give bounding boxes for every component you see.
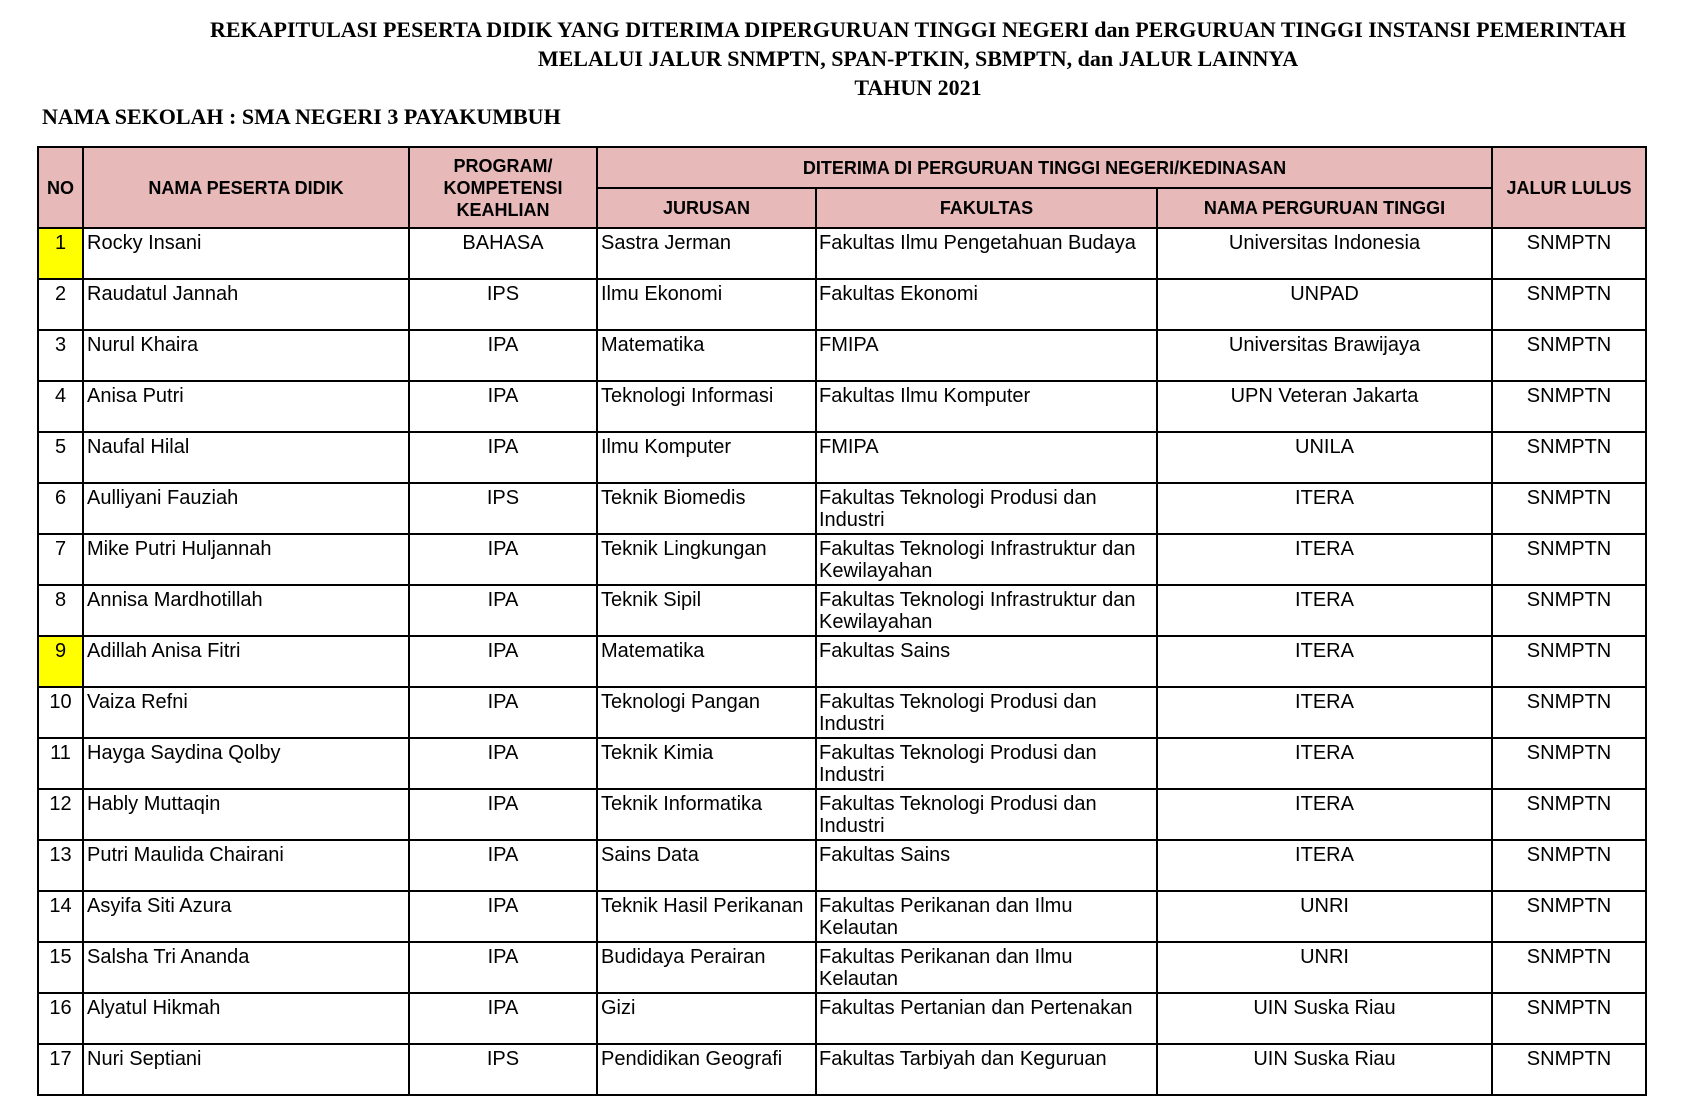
row-number-cell: 16: [38, 993, 83, 1044]
fakultas-cell: Fakultas Sains: [816, 636, 1157, 687]
jalur-lulus-cell: SNMPTN: [1492, 891, 1646, 942]
table-row: [38, 789, 1646, 840]
student-name-cell: Raudatul Jannah: [83, 279, 409, 330]
row-number-cell: 7: [38, 534, 83, 585]
fakultas-cell: Fakultas Tarbiyah dan Keguruan: [816, 1044, 1157, 1095]
fakultas-cell: Fakultas Perikanan dan Ilmu Kelautan: [816, 942, 1157, 993]
jurusan-cell: Gizi: [597, 993, 816, 1044]
table-row: [38, 381, 1646, 432]
student-name-cell: Salsha Tri Ananda: [83, 942, 409, 993]
header-program-line-1: PROGRAM/: [453, 155, 553, 176]
perguruan-tinggi-cell: ITERA: [1157, 483, 1492, 534]
jalur-lulus-cell: SNMPTN: [1492, 432, 1646, 483]
table-row: [38, 993, 1646, 1044]
jurusan-cell: Teknik Sipil: [597, 585, 816, 636]
student-name-cell: Putri Maulida Chairani: [83, 840, 409, 891]
jurusan-cell: Sastra Jerman: [597, 228, 816, 279]
jurusan-cell: Teknik Lingkungan: [597, 534, 816, 585]
perguruan-tinggi-cell: ITERA: [1157, 585, 1492, 636]
student-name-cell: Naufal Hilal: [83, 432, 409, 483]
row-number-cell: 15: [38, 942, 83, 993]
row-number-cell: 14: [38, 891, 83, 942]
jurusan-cell: Teknik Hasil Perikanan: [597, 891, 816, 942]
program-keahlian-cell: IPA: [409, 687, 597, 738]
fakultas-cell: Fakultas Teknologi Produsi dan Industri: [816, 483, 1157, 534]
table-row: [38, 483, 1646, 534]
row-number-cell: 6: [38, 483, 83, 534]
jurusan-cell: Teknik Biomedis: [597, 483, 816, 534]
header-nama-pt: NAMA PERGURUAN TINGGI: [1157, 188, 1492, 228]
jalur-lulus-cell: SNMPTN: [1492, 381, 1646, 432]
row-number-cell: 17: [38, 1044, 83, 1095]
perguruan-tinggi-cell: UNILA: [1157, 432, 1492, 483]
row-number-cell: 4: [38, 381, 83, 432]
header-no: NO: [38, 147, 83, 228]
fakultas-cell: Fakultas Sains: [816, 840, 1157, 891]
header-program-line-2: KOMPETENSI: [443, 177, 563, 198]
jalur-lulus-cell: SNMPTN: [1492, 789, 1646, 840]
program-keahlian-cell: IPA: [409, 432, 597, 483]
program-keahlian-cell: IPA: [409, 585, 597, 636]
fakultas-cell: Fakultas Perikanan dan Ilmu Kelautan: [816, 891, 1157, 942]
program-keahlian-cell: IPA: [409, 942, 597, 993]
perguruan-tinggi-cell: UIN Suska Riau: [1157, 993, 1492, 1044]
document-title-line-2: MELALUI JALUR SNMPTN, SPAN-PTKIN, SBMPTN, dan JALUR LAINNYA: [537, 46, 1299, 71]
jalur-lulus-cell: SNMPTN: [1492, 483, 1646, 534]
table-row: [38, 636, 1646, 687]
fakultas-cell: Fakultas Teknologi Infrastruktur dan Kewilayahan: [816, 534, 1157, 585]
student-name-cell: Annisa Mardhotillah: [83, 585, 409, 636]
perguruan-tinggi-cell: ITERA: [1157, 840, 1492, 891]
program-keahlian-cell: IPA: [409, 993, 597, 1044]
student-name-cell: Rocky Insani: [83, 228, 409, 279]
table-row: [38, 330, 1646, 381]
program-keahlian-cell: IPA: [409, 534, 597, 585]
jalur-lulus-cell: SNMPTN: [1492, 840, 1646, 891]
jalur-lulus-cell: SNMPTN: [1492, 228, 1646, 279]
student-name-cell: Alyatul Hikmah: [83, 993, 409, 1044]
program-keahlian-cell: IPA: [409, 381, 597, 432]
school-name-label: NAMA SEKOLAH : SMA NEGERI 3 PAYAKUMBUH: [42, 104, 561, 129]
student-name-cell: Nurul Khaira: [83, 330, 409, 381]
row-number-cell: 12: [38, 789, 83, 840]
header-jalur-lulus: JALUR LULUS: [1492, 147, 1646, 228]
jalur-lulus-cell: SNMPTN: [1492, 279, 1646, 330]
program-keahlian-cell: BAHASA: [409, 228, 597, 279]
perguruan-tinggi-cell: ITERA: [1157, 534, 1492, 585]
student-name-cell: Aulliyani Fauziah: [83, 483, 409, 534]
perguruan-tinggi-cell: UNRI: [1157, 942, 1492, 993]
table-row: [38, 279, 1646, 330]
program-keahlian-cell: IPA: [409, 789, 597, 840]
table-row: [38, 840, 1646, 891]
header-jurusan: JURUSAN: [597, 188, 816, 228]
jurusan-cell: Teknik Informatika: [597, 789, 816, 840]
table-row: [38, 534, 1646, 585]
header-nama-peserta: NAMA PESERTA DIDIK: [83, 147, 409, 228]
program-keahlian-cell: IPA: [409, 840, 597, 891]
header-fakultas: FAKULTAS: [816, 188, 1157, 228]
fakultas-cell: Fakultas Ilmu Pengetahuan Budaya: [816, 228, 1157, 279]
table-row: [38, 432, 1646, 483]
jurusan-cell: Ilmu Komputer: [597, 432, 816, 483]
jurusan-cell: Sains Data: [597, 840, 816, 891]
student-name-cell: Asyifa Siti Azura: [83, 891, 409, 942]
perguruan-tinggi-cell: UNRI: [1157, 891, 1492, 942]
fakultas-cell: FMIPA: [816, 432, 1157, 483]
row-number-cell: 9: [38, 636, 83, 687]
fakultas-cell: Fakultas Ekonomi: [816, 279, 1157, 330]
student-name-cell: Nuri Septiani: [83, 1044, 409, 1095]
fakultas-cell: Fakultas Teknologi Produsi dan Industri: [816, 789, 1157, 840]
jalur-lulus-cell: SNMPTN: [1492, 636, 1646, 687]
table-row: [38, 228, 1646, 279]
jurusan-cell: Teknik Kimia: [597, 738, 816, 789]
fakultas-cell: Fakultas Pertanian dan Pertenakan: [816, 993, 1157, 1044]
document-title-line-1: REKAPITULASI PESERTA DIDIK YANG DITERIMA DIPERGURUAN TINGGI NEGERI dan PERGURUAN TINGGI INSTANSI PEMERINTAH: [209, 17, 1627, 42]
fakultas-cell: Fakultas Teknologi Produsi dan Industri: [816, 687, 1157, 738]
row-number-cell: 11: [38, 738, 83, 789]
jalur-lulus-cell: SNMPTN: [1492, 993, 1646, 1044]
program-keahlian-cell: IPS: [409, 483, 597, 534]
table-row: [38, 891, 1646, 942]
header-program-line-3: KEAHLIAN: [456, 199, 550, 220]
jalur-lulus-cell: SNMPTN: [1492, 1044, 1646, 1095]
table-row: [38, 585, 1646, 636]
perguruan-tinggi-cell: Universitas Indonesia: [1157, 228, 1492, 279]
header-program: [409, 147, 597, 228]
program-keahlian-cell: IPA: [409, 636, 597, 687]
row-number-cell: 10: [38, 687, 83, 738]
table-row: [38, 738, 1646, 789]
perguruan-tinggi-cell: ITERA: [1157, 738, 1492, 789]
row-number-cell: 8: [38, 585, 83, 636]
student-name-cell: Anisa Putri: [83, 381, 409, 432]
row-number-cell: 1: [38, 228, 83, 279]
student-name-cell: Mike Putri Huljannah: [83, 534, 409, 585]
program-keahlian-cell: IPA: [409, 330, 597, 381]
perguruan-tinggi-cell: UNPAD: [1157, 279, 1492, 330]
student-name-cell: Hayga Saydina Qolby: [83, 738, 409, 789]
jalur-lulus-cell: SNMPTN: [1492, 687, 1646, 738]
table-body: [38, 228, 1646, 1095]
jurusan-cell: Pendidikan Geografi: [597, 1044, 816, 1095]
jurusan-cell: Budidaya Perairan: [597, 942, 816, 993]
student-name-cell: Adillah Anisa Fitri: [83, 636, 409, 687]
perguruan-tinggi-cell: ITERA: [1157, 789, 1492, 840]
jurusan-cell: Matematika: [597, 330, 816, 381]
table-row: [38, 1044, 1646, 1095]
row-number-cell: 2: [38, 279, 83, 330]
jalur-lulus-cell: SNMPTN: [1492, 534, 1646, 585]
perguruan-tinggi-cell: UPN Veteran Jakarta: [1157, 381, 1492, 432]
fakultas-cell: Fakultas Ilmu Komputer: [816, 381, 1157, 432]
row-number-cell: 13: [38, 840, 83, 891]
jalur-lulus-cell: SNMPTN: [1492, 942, 1646, 993]
table-row: [38, 942, 1646, 993]
program-keahlian-cell: IPS: [409, 1044, 597, 1095]
row-number-cell: 5: [38, 432, 83, 483]
program-keahlian-cell: IPA: [409, 891, 597, 942]
jurusan-cell: Teknologi Pangan: [597, 687, 816, 738]
student-name-cell: Vaiza Refni: [83, 687, 409, 738]
perguruan-tinggi-cell: ITERA: [1157, 687, 1492, 738]
perguruan-tinggi-cell: ITERA: [1157, 636, 1492, 687]
header-diterima: DITERIMA DI PERGURUAN TINGGI NEGERI/KEDINASAN: [597, 147, 1492, 188]
jurusan-cell: Teknologi Informasi: [597, 381, 816, 432]
recap-table: [37, 146, 1647, 1096]
program-keahlian-cell: IPA: [409, 738, 597, 789]
document-title-year: TAHUN 2021: [854, 75, 982, 100]
perguruan-tinggi-cell: UIN Suska Riau: [1157, 1044, 1492, 1095]
table-row: [38, 687, 1646, 738]
fakultas-cell: FMIPA: [816, 330, 1157, 381]
jalur-lulus-cell: SNMPTN: [1492, 738, 1646, 789]
jurusan-cell: Ilmu Ekonomi: [597, 279, 816, 330]
row-number-cell: 3: [38, 330, 83, 381]
jalur-lulus-cell: SNMPTN: [1492, 330, 1646, 381]
jurusan-cell: Matematika: [597, 636, 816, 687]
student-name-cell: Hably Muttaqin: [83, 789, 409, 840]
fakultas-cell: Fakultas Teknologi Produsi dan Industri: [816, 738, 1157, 789]
jalur-lulus-cell: SNMPTN: [1492, 585, 1646, 636]
fakultas-cell: Fakultas Teknologi Infrastruktur dan Kewilayahan: [816, 585, 1157, 636]
perguruan-tinggi-cell: Universitas Brawijaya: [1157, 330, 1492, 381]
program-keahlian-cell: IPS: [409, 279, 597, 330]
